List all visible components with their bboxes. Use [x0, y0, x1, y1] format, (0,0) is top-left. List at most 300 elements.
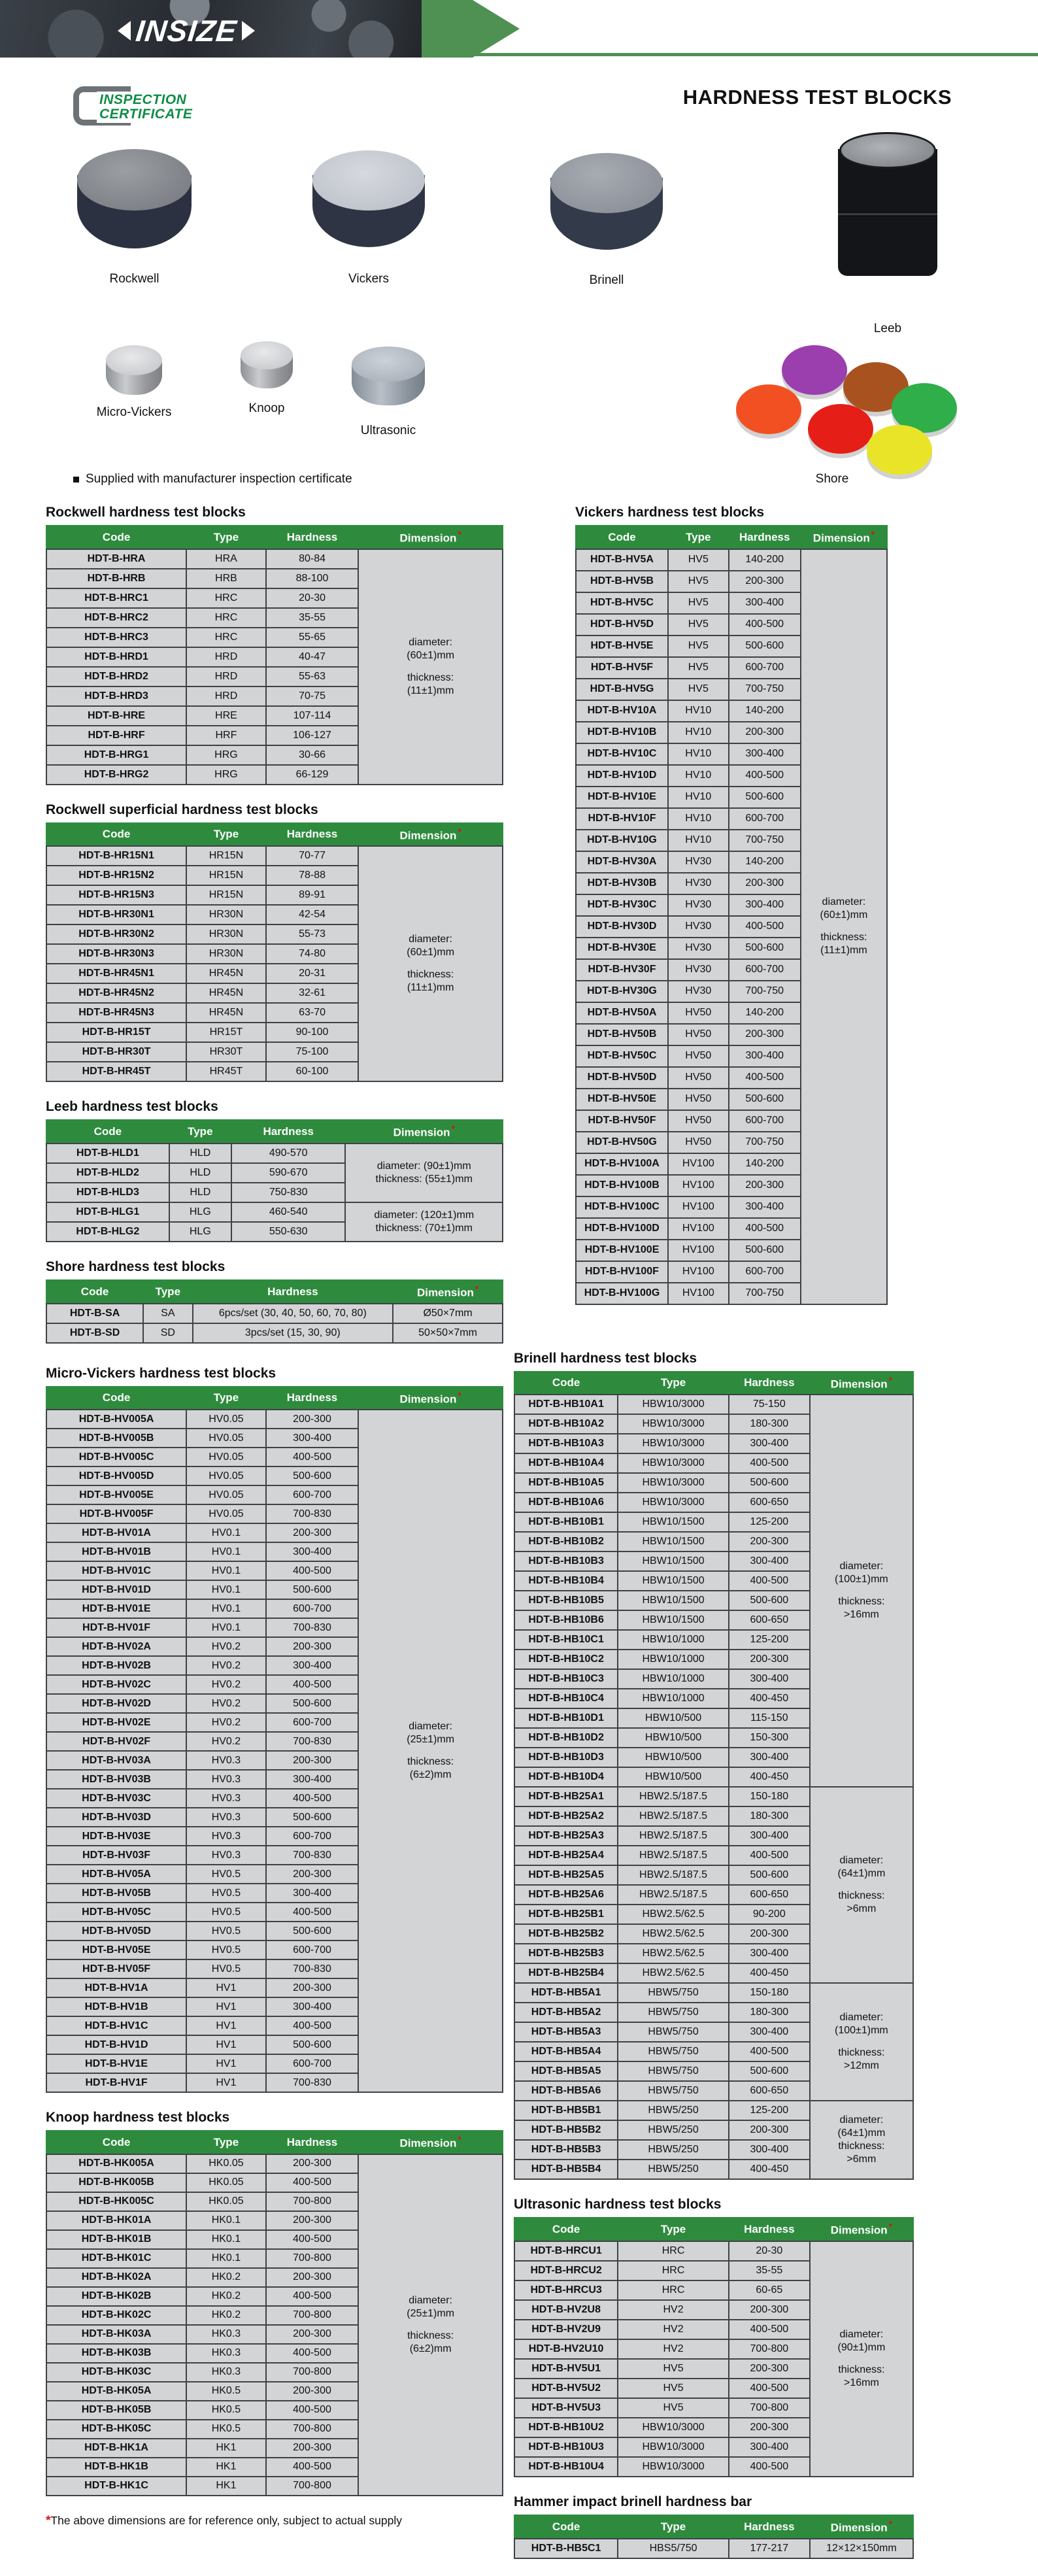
- type-cell: HV10: [668, 830, 729, 851]
- column-header: Type: [618, 1372, 729, 1395]
- type-cell: HV0.2: [186, 1694, 266, 1713]
- type-cell: HR15N: [186, 846, 266, 866]
- code-cell: HDT-B-HK02B: [46, 2287, 186, 2306]
- type-cell: HV5: [668, 571, 729, 592]
- knoop-block-image: [241, 341, 293, 388]
- code-cell: HDT-B-HB5A2: [514, 2003, 618, 2022]
- certificate-badge-line2: CERTIFICATE: [99, 107, 193, 122]
- code-cell: HDT-B-HK005C: [46, 2192, 186, 2211]
- type-cell: HK0.3: [186, 2344, 266, 2363]
- type-cell: HV0.2: [186, 1637, 266, 1656]
- logo-right-arrow-icon: [242, 21, 255, 41]
- hardness-cell: 400-450: [729, 1767, 810, 1787]
- column-header: Code: [514, 2218, 618, 2241]
- code-cell: HDT-B-HB5A5: [514, 2061, 618, 2081]
- type-cell: HV50: [668, 1024, 729, 1045]
- hardness-cell: 200-300: [266, 1751, 358, 1770]
- header-asterisk: *: [888, 2518, 892, 2529]
- code-cell: HDT-B-HV5U1: [514, 2359, 618, 2379]
- column-header: Code: [46, 1387, 186, 1410]
- code-cell: HDT-B-HB10B4: [514, 1571, 618, 1591]
- code-cell: HDT-B-HK01B: [46, 2230, 186, 2249]
- hardness-cell: 42-54: [266, 905, 358, 924]
- type-cell: HR15N: [186, 866, 266, 885]
- code-cell: HDT-B-HB10A2: [514, 1414, 618, 1434]
- hardness-cell: 600-700: [266, 1827, 358, 1846]
- type-cell: HBW10/3000: [618, 1434, 729, 1453]
- hardness-cell: 400-500: [266, 2458, 358, 2477]
- hardness-cell: 70-77: [266, 846, 358, 866]
- code-cell: HDT-B-HRA: [46, 549, 186, 569]
- code-cell: HDT-B-HV02F: [46, 1732, 186, 1751]
- hardness-cell: 200-300: [266, 1523, 358, 1542]
- type-cell: HBW2.5/187.5: [618, 1846, 729, 1865]
- type-cell: HR15N: [186, 885, 266, 905]
- leeb-block-image: [838, 132, 937, 276]
- hammer-section-title: Hammer impact brinell hardness bar: [514, 2494, 752, 2509]
- hardness-cell: 300-400: [266, 1884, 358, 1903]
- code-cell: HDT-B-HB5B2: [514, 2120, 618, 2140]
- header-asterisk: *: [458, 2135, 461, 2145]
- hardness-cell: 90-100: [266, 1023, 358, 1042]
- code-cell: HDT-B-HV5E: [576, 636, 668, 657]
- hardness-cell: 400-500: [266, 1903, 358, 1922]
- type-cell: HRE: [186, 706, 266, 726]
- type-cell: HV0.1: [186, 1523, 266, 1542]
- type-cell: HR30N: [186, 905, 266, 924]
- type-cell: HBW2.5/187.5: [618, 1787, 729, 1806]
- hardness-cell: 115-150: [729, 1708, 810, 1728]
- hardness-cell: 200-300: [729, 1532, 810, 1551]
- code-cell: HDT-B-HRCU2: [514, 2261, 618, 2280]
- type-cell: HV100: [668, 1240, 729, 1261]
- hardness-cell: 700-830: [266, 1732, 358, 1751]
- type-cell: HLD: [169, 1163, 231, 1183]
- dimension-cell: diameter: (120±1)mm thickness: (70±1)mm: [345, 1202, 503, 1242]
- hammer-section: [514, 2494, 914, 2559]
- hardness-cell: 200-300: [266, 1865, 358, 1884]
- code-cell: HDT-B-HV10D: [576, 765, 668, 787]
- type-cell: HV0.2: [186, 1732, 266, 1751]
- shore-section-title: Shore hardness test blocks: [46, 1259, 226, 1274]
- code-cell: HDT-B-HRE: [46, 706, 186, 726]
- brinell-block-top: [550, 153, 663, 213]
- hardness-cell: 74-80: [266, 944, 358, 964]
- code-cell: HDT-B-HV05B: [46, 1884, 186, 1903]
- column-header: Type: [618, 2218, 729, 2241]
- code-cell: HDT-B-HV05A: [46, 1865, 186, 1884]
- code-cell: HDT-B-HB10C2: [514, 1650, 618, 1669]
- type-cell: HV0.5: [186, 1940, 266, 1959]
- type-cell: HV30: [668, 851, 729, 873]
- type-cell: HV50: [668, 1045, 729, 1067]
- hardness-cell: 300-400: [729, 1196, 801, 1218]
- type-cell: HBW10/3000: [618, 1414, 729, 1434]
- hardness-cell: 600-700: [729, 657, 801, 679]
- code-cell: HDT-B-HV01C: [46, 1561, 186, 1580]
- code-cell: HDT-B-HRG1: [46, 745, 186, 765]
- column-header: Dimension *: [810, 1372, 913, 1395]
- type-cell: HV10: [668, 808, 729, 830]
- column-header: Hardness: [729, 1372, 810, 1395]
- hardness-cell: 400-500: [729, 2042, 810, 2061]
- leeb-table: [46, 1119, 503, 1242]
- column-header: Dimension *: [358, 2131, 503, 2154]
- type-cell: HBW5/250: [618, 2160, 729, 2179]
- column-header: Hardness: [729, 526, 801, 549]
- dimension-cell: diameter: (64±1)mm thickness: >6mm: [810, 1787, 913, 1983]
- code-cell: HDT-B-HV10F: [576, 808, 668, 830]
- type-cell: HRG: [186, 765, 266, 785]
- hardness-cell: 600-650: [729, 2081, 810, 2101]
- type-cell: HV0.5: [186, 1922, 266, 1940]
- type-cell: HBW10/1500: [618, 1532, 729, 1551]
- column-header: Code: [46, 1280, 143, 1304]
- type-cell: HV50: [668, 1132, 729, 1153]
- type-cell: HBW5/250: [618, 2120, 729, 2140]
- shore-disc: [782, 345, 847, 395]
- code-cell: HDT-B-HB5B1: [514, 2101, 618, 2120]
- hardness-cell: 400-500: [266, 2230, 358, 2249]
- hardness-cell: 300-400: [729, 1551, 810, 1571]
- hardness-cell: 300-400: [266, 1429, 358, 1448]
- hardness-cell: 400-450: [729, 1689, 810, 1708]
- hardness-cell: 200-300: [729, 1175, 801, 1196]
- type-cell: HBW2.5/187.5: [618, 1885, 729, 1905]
- type-cell: HBW10/1000: [618, 1650, 729, 1669]
- hardness-cell: 400-500: [729, 765, 801, 787]
- type-cell: HBW10/500: [618, 1748, 729, 1767]
- hardness-cell: 140-200: [729, 1002, 801, 1024]
- hardness-cell: 600-700: [266, 1940, 358, 1959]
- hardness-cell: 500-600: [266, 1694, 358, 1713]
- tables-area: [0, 505, 1038, 2576]
- leeb-label: Leeb: [873, 322, 902, 335]
- hardness-cell: 600-700: [266, 2054, 358, 2073]
- code-cell: HDT-B-HB10A1: [514, 1395, 618, 1414]
- hardness-cell: 20-30: [729, 2241, 810, 2261]
- code-cell: HDT-B-HRCU1: [514, 2241, 618, 2261]
- code-cell: HDT-B-HRCU3: [514, 2280, 618, 2300]
- code-cell: HDT-B-HRD3: [46, 686, 186, 706]
- code-cell: HDT-B-HV10G: [576, 830, 668, 851]
- hardness-cell: 700-800: [266, 2420, 358, 2439]
- code-cell: HDT-B-HK02C: [46, 2306, 186, 2325]
- hardness-cell: 200-300: [729, 2300, 810, 2320]
- hardness-cell: 500-600: [729, 636, 801, 657]
- brinell-label: Brinell: [589, 273, 624, 287]
- code-cell: HDT-B-HV2U10: [514, 2339, 618, 2359]
- type-cell: HBW5/750: [618, 2003, 729, 2022]
- certificate-note-text: Supplied with manufacturer inspection certificate: [86, 472, 352, 486]
- code-cell: HDT-B-HRG2: [46, 765, 186, 785]
- hardness-cell: 600-650: [729, 1885, 810, 1905]
- dimension-cell: diameter: (60±1)mm thickness: (11±1)mm: [358, 549, 503, 785]
- type-cell: HV50: [668, 1110, 729, 1132]
- type-cell: HBW5/750: [618, 2081, 729, 2101]
- column-header: Type: [618, 2515, 729, 2539]
- type-cell: HBW2.5/62.5: [618, 1905, 729, 1924]
- code-cell: HDT-B-HK05B: [46, 2401, 186, 2420]
- type-cell: HV0.05: [186, 1504, 266, 1523]
- hardness-cell: 600-700: [266, 1713, 358, 1732]
- type-cell: HRD: [186, 647, 266, 667]
- code-cell: HDT-B-HB10U2: [514, 2418, 618, 2437]
- hardness-cell: 180-300: [729, 1414, 810, 1434]
- hardness-cell: 500-600: [729, 2061, 810, 2081]
- micro-vickers-block-top: [106, 345, 162, 375]
- hardness-cell: 140-200: [729, 700, 801, 722]
- column-header: Type: [186, 1387, 266, 1410]
- type-cell: HV5: [668, 679, 729, 700]
- dimension-cell: Ø50×7mm: [393, 1304, 503, 1323]
- table-row: [514, 1395, 913, 1414]
- micro-vickers-block-image: [106, 345, 162, 395]
- type-cell: HV2: [618, 2300, 729, 2320]
- leeb-section: [46, 1099, 503, 1242]
- code-cell: HDT-B-HV10B: [576, 722, 668, 743]
- column-header: Type: [668, 526, 729, 549]
- hardness-cell: 200-300: [266, 2211, 358, 2230]
- hardness-cell: 600-700: [266, 1485, 358, 1504]
- column-header: Code: [576, 526, 668, 549]
- banner-chevron-shape: [422, 0, 520, 58]
- code-cell: HDT-B-HV5D: [576, 614, 668, 636]
- type-cell: HV30: [668, 916, 729, 938]
- hardness-cell: 35-55: [729, 2261, 810, 2280]
- type-cell: HBW10/1500: [618, 1512, 729, 1532]
- type-cell: HBW10/1500: [618, 1571, 729, 1591]
- hardness-cell: 300-400: [729, 2022, 810, 2042]
- code-cell: HDT-B-HK005A: [46, 2154, 186, 2173]
- code-cell: HDT-B-HV5U2: [514, 2379, 618, 2398]
- type-cell: HV5: [668, 549, 729, 571]
- table-row: [46, 1304, 503, 1323]
- type-cell: HV5: [618, 2379, 729, 2398]
- code-cell: HDT-B-HB10A6: [514, 1493, 618, 1512]
- hardness-cell: 300-400: [729, 1045, 801, 1067]
- code-cell: HDT-B-HRD1: [46, 647, 186, 667]
- code-cell: HDT-B-HV5C: [576, 592, 668, 614]
- type-cell: HK0.1: [186, 2249, 266, 2268]
- type-cell: HV0.1: [186, 1618, 266, 1637]
- type-cell: HV1: [186, 1978, 266, 1997]
- superficial-section: [46, 802, 503, 1083]
- hardness-cell: 300-400: [729, 1434, 810, 1453]
- code-cell: HDT-B-HB10U4: [514, 2457, 618, 2477]
- hardness-cell: 200-300: [729, 873, 801, 894]
- code-cell: HDT-B-HB10D3: [514, 1748, 618, 1767]
- type-cell: HV50: [668, 1089, 729, 1110]
- code-cell: HDT-B-HR30N3: [46, 944, 186, 964]
- code-cell: HDT-B-HV50F: [576, 1110, 668, 1132]
- type-cell: HR30T: [186, 1042, 266, 1062]
- type-cell: HK0.3: [186, 2325, 266, 2344]
- hardness-cell: 80-84: [266, 549, 358, 569]
- code-cell: HDT-B-HR15N3: [46, 885, 186, 905]
- type-cell: HV100: [668, 1196, 729, 1218]
- hardness-cell: 400-500: [729, 2379, 810, 2398]
- code-cell: HDT-B-HB25A2: [514, 1806, 618, 1826]
- column-header: Type: [186, 526, 266, 549]
- type-cell: HV0.05: [186, 1448, 266, 1466]
- code-cell: HDT-B-HV05E: [46, 1940, 186, 1959]
- type-cell: HK0.2: [186, 2268, 266, 2287]
- type-cell: HV0.1: [186, 1561, 266, 1580]
- type-cell: HV0.3: [186, 1808, 266, 1827]
- micro-vickers-label: Micro-Vickers: [96, 405, 172, 419]
- rockwell-section-title: Rockwell hardness test blocks: [46, 505, 246, 520]
- hardness-cell: 200-300: [266, 2154, 358, 2173]
- code-cell: HDT-B-HK05A: [46, 2382, 186, 2401]
- hardness-cell: 55-63: [266, 667, 358, 686]
- hardness-cell: 20-31: [266, 964, 358, 983]
- code-cell: HDT-B-HV03A: [46, 1751, 186, 1770]
- code-cell: HDT-B-HV02C: [46, 1675, 186, 1694]
- type-cell: HBW2.5/187.5: [618, 1826, 729, 1846]
- rockwell-table: [46, 525, 503, 785]
- type-cell: HBW2.5/62.5: [618, 1924, 729, 1944]
- code-cell: HDT-B-HB10A3: [514, 1434, 618, 1453]
- type-cell: HBW5/750: [618, 1983, 729, 2003]
- hardness-cell: 590-670: [231, 1163, 346, 1183]
- hardness-cell: 200-300: [729, 722, 801, 743]
- type-cell: HK0.5: [186, 2382, 266, 2401]
- hardness-cell: 400-500: [266, 2173, 358, 2192]
- type-cell: HV0.1: [186, 1542, 266, 1561]
- column-header: Dimension *: [393, 1280, 503, 1304]
- type-cell: HV0.2: [186, 1675, 266, 1694]
- type-cell: HBW2.5/62.5: [618, 1963, 729, 1983]
- hardness-cell: 75-150: [729, 1395, 810, 1414]
- code-cell: HDT-B-HK1C: [46, 2477, 186, 2496]
- code-cell: HDT-B-HV03B: [46, 1770, 186, 1789]
- hardness-cell: 75-100: [266, 1042, 358, 1062]
- column-header: Type: [143, 1280, 192, 1304]
- type-cell: SA: [143, 1304, 192, 1323]
- hardness-cell: 55-65: [266, 628, 358, 647]
- page-title: HARDNESS TEST BLOCKS: [682, 85, 952, 109]
- hardness-cell: 200-300: [266, 2439, 358, 2458]
- code-cell: HDT-B-HB25B1: [514, 1905, 618, 1924]
- vickers-section: [575, 505, 888, 1305]
- code-cell: HDT-B-HB25A4: [514, 1846, 618, 1865]
- code-cell: HDT-B-HB25A1: [514, 1787, 618, 1806]
- type-cell: HV0.1: [186, 1580, 266, 1599]
- code-cell: HDT-B-HR30N2: [46, 924, 186, 944]
- code-cell: HDT-B-HRF: [46, 726, 186, 745]
- hardness-cell: 500-600: [729, 1865, 810, 1885]
- column-header: Code: [46, 526, 186, 549]
- hardness-cell: 180-300: [729, 1806, 810, 1826]
- code-cell: HDT-B-HV100G: [576, 1283, 668, 1304]
- code-cell: HDT-B-HRD2: [46, 667, 186, 686]
- type-cell: HV100: [668, 1261, 729, 1283]
- micro-vickers-section-title: Micro-Vickers hardness test blocks: [46, 1365, 276, 1381]
- code-cell: HDT-B-HV005F: [46, 1504, 186, 1523]
- square-bullet-icon: [73, 477, 79, 483]
- hardness-cell: 400-500: [729, 1218, 801, 1240]
- dimension-cell: 12×12×150mm: [810, 2539, 913, 2558]
- hardness-cell: 60-100: [266, 1062, 358, 1081]
- code-cell: HDT-B-HV5G: [576, 679, 668, 700]
- hardness-cell: 125-200: [729, 1512, 810, 1532]
- code-cell: HDT-B-HV100D: [576, 1218, 668, 1240]
- hardness-cell: 600-700: [729, 1110, 801, 1132]
- hardness-cell: 400-500: [729, 1453, 810, 1473]
- type-cell: HR45N: [186, 983, 266, 1003]
- hardness-cell: 300-400: [729, 2437, 810, 2457]
- code-cell: HDT-B-HB10B3: [514, 1551, 618, 1571]
- type-cell: HV0.3: [186, 1846, 266, 1865]
- hardness-cell: 700-830: [266, 1504, 358, 1523]
- leeb-section-title: Leeb hardness test blocks: [46, 1099, 218, 1115]
- hardness-cell: 55-73: [266, 924, 358, 944]
- shore-label: Shore: [815, 472, 849, 486]
- hardness-cell: 700-800: [266, 2306, 358, 2325]
- type-cell: HV30: [668, 894, 729, 916]
- type-cell: HK1: [186, 2477, 266, 2496]
- ultrasonic-block-image: [352, 347, 425, 405]
- hardness-cell: 300-400: [729, 592, 801, 614]
- header-asterisk: *: [458, 1390, 461, 1400]
- type-cell: HK1: [186, 2439, 266, 2458]
- vickers-block-image: [312, 150, 425, 247]
- code-cell: HDT-B-HV1C: [46, 2016, 186, 2035]
- code-cell: HDT-B-HV100C: [576, 1196, 668, 1218]
- type-cell: HV1: [186, 2035, 266, 2054]
- type-cell: HRF: [186, 726, 266, 745]
- type-cell: HBW5/750: [618, 2022, 729, 2042]
- type-cell: HV0.5: [186, 1959, 266, 1978]
- code-cell: HDT-B-HV2U8: [514, 2300, 618, 2320]
- type-cell: HBW10/1500: [618, 1610, 729, 1630]
- code-cell: HDT-B-HB10B6: [514, 1610, 618, 1630]
- code-cell: HDT-B-HV1D: [46, 2035, 186, 2054]
- code-cell: HDT-B-HV5A: [576, 549, 668, 571]
- type-cell: HV0.5: [186, 1903, 266, 1922]
- code-cell: HDT-B-HB5A6: [514, 2081, 618, 2101]
- hardness-cell: 500-600: [729, 1240, 801, 1261]
- rockwell-block-image: [77, 149, 192, 248]
- code-cell: HDT-B-HV50C: [576, 1045, 668, 1067]
- code-cell: HDT-B-HV10E: [576, 787, 668, 808]
- code-cell: HDT-B-HV100E: [576, 1240, 668, 1261]
- code-cell: HDT-B-HB5A1: [514, 1983, 618, 2003]
- hardness-cell: 400-450: [729, 2160, 810, 2179]
- hardness-cell: 66-129: [266, 765, 358, 785]
- footnote-asterisk: *: [46, 2513, 51, 2528]
- left-column: [46, 505, 503, 2576]
- micro-vickers-table: [46, 1386, 503, 2093]
- column-header: Dimension *: [358, 823, 503, 847]
- shore-section: [46, 1259, 503, 1344]
- hardness-cell: 150-300: [729, 1728, 810, 1748]
- hardness-cell: 600-650: [729, 1610, 810, 1630]
- hardness-cell: 125-200: [729, 1630, 810, 1650]
- code-cell: HDT-B-HB10U3: [514, 2437, 618, 2457]
- code-cell: HDT-B-HV100F: [576, 1261, 668, 1283]
- hardness-cell: 400-500: [729, 916, 801, 938]
- type-cell: HBW10/1000: [618, 1669, 729, 1689]
- table-row: [514, 2539, 913, 2558]
- type-cell: HBW5/750: [618, 2042, 729, 2061]
- top-banner: [0, 0, 1038, 58]
- hardness-cell: 200-300: [729, 2120, 810, 2140]
- code-cell: HDT-B-HV01A: [46, 1523, 186, 1542]
- type-cell: HV30: [668, 938, 729, 959]
- hardness-cell: 400-500: [266, 2401, 358, 2420]
